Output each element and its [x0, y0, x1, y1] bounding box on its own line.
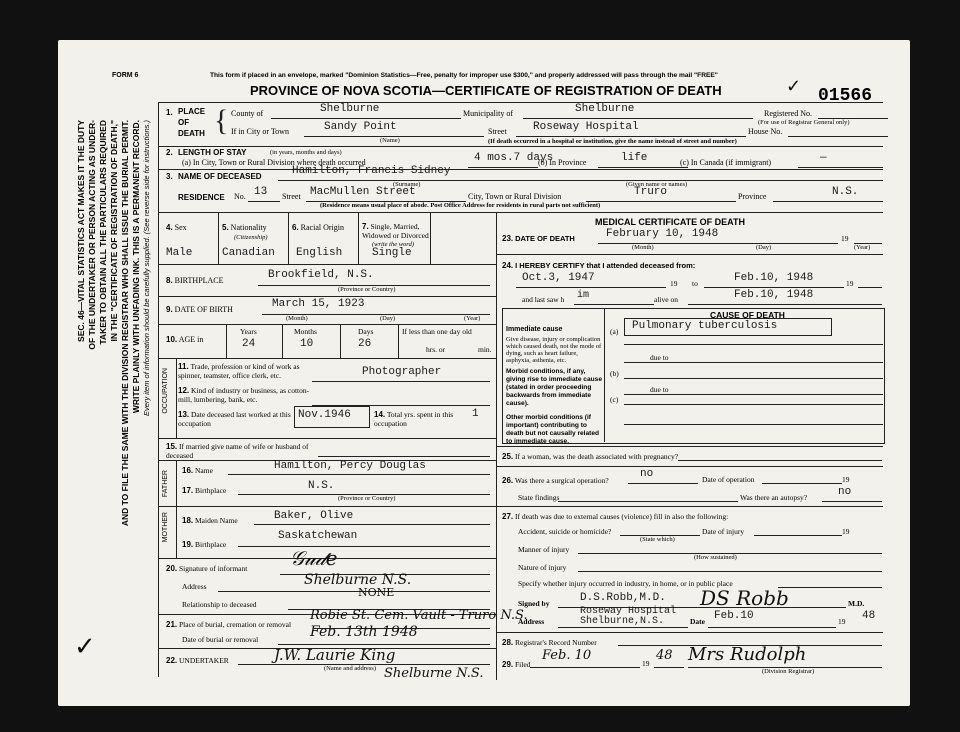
marital-status-value: Single [372, 247, 412, 259]
record-number-label: Registrar's Record Number [515, 638, 597, 647]
marital-status-sub: (write the word) [372, 241, 415, 248]
undertaker-address: Shelburne N.S. [384, 666, 484, 681]
birthplace-note: (Province or Country) [338, 286, 396, 293]
father-birthplace-label: Birthplace [195, 486, 227, 495]
city-value: Sandy Point [324, 121, 397, 133]
house-label: House No. [748, 127, 783, 136]
other-conditions-label: Other morbid conditions (if important) contributing to death but not causally related to immediate cause. [506, 414, 600, 445]
side-notice-line-1: SEC. 46—VITAL STATISTICS ACT MAKES IT THE DUTY [76, 120, 86, 342]
municipality-value: Shelburne [575, 103, 635, 115]
operation-date-label: Date of operation [702, 475, 755, 484]
filed-value: Feb. 10 [542, 648, 592, 663]
age-label: AGE in [178, 335, 204, 344]
father-name-value: Hamilton, Percy Douglas [274, 460, 426, 472]
operation-nineteen: 19 [842, 475, 850, 484]
trade-label: Trade, profession or kind of work as spinner, teamster, office clerk, etc. [178, 362, 300, 380]
physician-date-label: Date [690, 617, 705, 626]
hospital-note: (If death occurred in a hospital or institution, give the name instead of street and number) [488, 138, 737, 145]
attended-to-value: Feb.10, 1948 [734, 272, 814, 284]
physician-date-value: Feb.10 [714, 610, 754, 622]
autopsy-label: Was there an autopsy? [740, 493, 808, 502]
age-years-value: 24 [242, 338, 256, 350]
nationality-label: Nationality [230, 223, 267, 232]
manner-label: Manner of injury [518, 545, 570, 554]
deceased-name-label: NAME OF DECEASED [178, 172, 262, 181]
residence-note: (Residence means usual place of abode. Post Office Address for residents in rural parts not sufficient) [320, 202, 601, 209]
father-side-label: FATHER [162, 470, 169, 498]
dob-year: (Year) [464, 315, 481, 322]
dob-day: (Day) [380, 315, 396, 322]
filed-nineteen: 19 [642, 659, 650, 668]
autopsy-value: no [838, 486, 852, 498]
spouse-label: If married give name of wife or husband of deceased [166, 442, 309, 460]
undertaker-label: UNDERTAKER [179, 656, 229, 665]
marital-status-label: Single, Married, Widowed or Divorced [362, 222, 429, 240]
informant-address-value: Shelburne N.S. [304, 572, 412, 588]
informant-relationship-value: NONE [358, 586, 395, 599]
date-of-death-value: February 10, 1948 [606, 228, 719, 240]
residence-label: RESIDENCE [178, 193, 225, 202]
occupation-side-label: OCCUPATION [162, 368, 169, 414]
last-saw-label: and last saw h [522, 295, 565, 304]
envelope-note: This form if placed in an envelope, marked "Dominion Statistics—Free, penalty for improper use $300," and properly addressed will pass through the mail "FREE" [210, 72, 718, 79]
signed-by-label: Signed by [518, 599, 550, 608]
father-birthplace-value: N.S. [308, 480, 335, 492]
attended-to-label: to [692, 279, 698, 288]
date-of-death-label: DATE OF DEATH [515, 234, 575, 243]
side-notice-line-5: AND TO FILE THE SAME WITH THE DIVISION REGISTRAR WHO SHALL ISSUE THE BURIAL PERMIT. [120, 120, 130, 527]
informant-signature-label: Signature of informant [179, 564, 248, 573]
death-certificate-page: SEC. 46—VITAL STATISTICS ACT MAKES IT THE DUTY OF THE UNDERTAKER OR PERSON ACTING AS UNDER- TAKER TO OBTAIN ALL THE PARTICULARS REQUIRED IN THE "CERTIFICATE OF REGISTRATION OF DEATH," AND TO FILE THE SAME WITH THE DIVISION REGISTRAR WHO SHALL ISSUE THE BURIAL PERMIT. WRITE PLAINLY WITH UNFADING INK. THIS IS A PERMANENT RECORD. Every item of information should be carefully supplied. (See reverse side for instructions.) ✓ FORM 6 This form if placed in an envelope, marked "Dominion Statistics—Free, penalty for improper use $300," and properly addressed will pass through the mail "FREE" PROVINCE OF NOVA SCOTIA—CERTIFICATE OF REGISTRATION OF DEATH ✓ 01566 1. PLACE OF DEATH { County of Shelburne Municipality of Shelburne Registered No. (For use of Registrar General only) If in City or Town Sandy Point (Name) Street Roseway Hospital House No. (If death occurred in a hospital or institution, give the name instead of street and number) 2. LENGTH OF STAY (in years, months and days) (a) In City, Town or Rural Division where death occurred 4 mos.7 days (b) In Province life (c) In Canada (if immigrant) — 3. NAME OF DECEASED Hamilton, Francis Sidney (Surname) (Given name or names) RESIDENCE No. 13 Street MacMullen Street City, Town or Rural Division Truro Province N.S. (Residence means usual place of abode. Post Office Address for residents in rural parts not sufficient) 4. Sex Male 5. Nationality (Citizenship) Canadian 6. Racial Origin English 7. Single, Married, Widowed or Divorced (write the word) Single 8. BIRTHPLACE Brookfield, N.S. (Province or Country) 9. DATE OF BIRTH March 15, 1923 (Month) (Day) (Year) 10. AGE in Years 24 Months 10 Days 26 If less than one day old hrs. or min. OCCUPATION 11. Trade, profession or kind of work as spinner, teamster, office clerk, etc. Photographer 12. Kind of industry or business, as cotton-mill, lumbering, bank, etc. 13. Date deceased last worked at this occupation Nov.1946 14. Total yrs. spent in this occupation 1 15. If married give name of wife or husband of deceased FATHER 16. Name Hamilton, Percy Douglas 17. Birthplace N.S. (Province or Country) MOTHER 18. Maiden Name Baker, Olive 19. Birthplace Saskatchewan 20. Signature of informant 𝒢𝓊𝒹𝑒 Address Shelburne N.S. NONE Relationship to deceased 21. Place of burial, cremation or removal Robie St. Cem. Vault - Truro N.S. Date of burial or removal Feb. 13th 1948 22. UNDERTAKER J.W. Laurie King (Name and address) Shelburne N.S. MEDICAL CERTIFICATE OF DEATH 23. DATE OF DEATH February 10, 1948 19 (Month) (Day) (Year) 24. I HEREBY CERTIFY that I attended deceased from: Oct.3, 1947 19 to Feb.10, 1948 19 and last saw h im alive on Feb.10, 1948 CAUSE OF DEATH Immediate cause Give disease, injury or complication which caused death, not the mode of dying, such as heart failure, asphyxia, asthenia, etc. (a) Pulmonary tuberculosis due to Morbid conditions, if any, giving rise to immediate cause (stated in order proceeding backwards from immediate cause). (b) due to (c) Other morbid conditions (if important) contributing to death but not causally related to immediate cause. 25. If a woman, was the death associated with pregnancy? 26. Was there a surgical operation? no Date of operation 19 State findings Was there an autopsy? no 27. If death was due to external causes (violence) fill in also the following: Accident, suicide or homicide? (State which) Date of injury 19 Manner of injury (How sustained) Nature of injury Specify whether injury occurred in industry, in home, or in public place Signed by D.S.Robb,M.D. DS Robb M.D. Address Roseway Hospital Shelburne,N.S. Date Feb.10 19 48 28. Registrar's Record Number 29. Filed Feb. 10 19 48 Mrs Rudolph (Division Registrar) [58, 40, 910, 706]
registered-label: Registered No. [764, 109, 812, 118]
cause-b-label: (b) [610, 369, 619, 378]
total-years-value: 1 [472, 408, 479, 420]
father-name-label: Name [195, 466, 213, 475]
last-saw-value: im [577, 290, 590, 301]
burial-place-label: Place of burial, cremation or removal [179, 620, 292, 629]
dod-month: (Month) [632, 244, 654, 251]
how-sustained-note: (How sustained) [694, 554, 737, 561]
county-value: Shelburne [320, 103, 380, 115]
undertaker-name: J.W. Laurie King [274, 646, 396, 664]
racial-origin-value: English [296, 247, 343, 259]
cause-c-label: (c) [610, 395, 619, 404]
residence-street-label: Street [282, 192, 301, 201]
side-notice-line-7: Every item of information should be carefully supplied. (See reverse side for instructions.) [142, 120, 151, 416]
attended-nineteen-2: 19 [846, 279, 854, 288]
mother-side-label: MOTHER [162, 512, 169, 543]
residence-province-label: Province [738, 192, 767, 201]
due-to-label-1: due to [650, 353, 669, 362]
pregnancy-label: If a woman, was the death associated with pregnancy? [515, 452, 679, 461]
nature-label: Nature of injury [518, 563, 567, 572]
total-years-label: Total yrs. spent in this occupation [374, 410, 454, 428]
city-label: If in City or Town [231, 127, 289, 136]
mother-birthplace-label: Birthplace [195, 540, 227, 549]
residence-city-value: Truro [634, 186, 668, 198]
place-of-death-label: PLACE OF DEATH [178, 107, 206, 138]
physician-address-line-2: Shelburne,N.S. [580, 616, 665, 627]
dob-month: (Month) [286, 315, 308, 322]
cause-of-death-title: CAUSE OF DEATH [710, 310, 785, 320]
operation-value: no [640, 468, 654, 480]
immediate-cause-label: Immediate cause [506, 326, 563, 333]
external-causes-label: If death was due to external causes (violence) fill in also the following: [515, 512, 729, 521]
stay-city-value: 4 mos.7 days [474, 152, 554, 164]
filed-year-value: 48 [656, 648, 673, 663]
residence-no-value: 13 [254, 186, 268, 198]
mother-birthplace-value: Saskatchewan [278, 530, 358, 542]
age-days-value: 26 [358, 338, 372, 350]
physician-date-year: 48 [862, 610, 876, 622]
dod-year: (Year) [854, 244, 871, 251]
surname-note: (Surname) [393, 181, 421, 188]
due-to-label-2: due to [650, 385, 669, 394]
age-years-label: Years [240, 327, 257, 336]
registrar-note: (Division Registrar) [762, 668, 815, 675]
residence-province-value: N.S. [832, 186, 859, 198]
informant-signature: 𝒢𝓊𝒹𝑒 [290, 546, 338, 570]
immediate-cause-note: Give disease, injury or complication which caused death, not the mode of dying, such as heart failure, asphyxia, asthenia, etc. [506, 336, 602, 365]
stay-province-value: life [621, 152, 648, 164]
physician-signature: DS Robb [700, 586, 789, 610]
age-less-label: If less than one day old [402, 327, 472, 336]
length-of-stay-note: (in years, months and days) [270, 149, 342, 156]
residence-street-value: MacMullen Street [310, 186, 416, 198]
nationality-value: Canadian [222, 247, 275, 259]
birthplace-label: BIRTHPLACE [174, 276, 224, 285]
dod-nineteen: 19 [841, 234, 849, 243]
dod-day: (Day) [756, 244, 772, 251]
given-name-note: (Given name or names) [626, 181, 688, 188]
county-label: County of [231, 109, 264, 118]
residence-city-label: City, Town or Rural Division [468, 192, 562, 201]
burial-place-value: Robie St. Cem. Vault - Truro N.S. [310, 608, 528, 623]
form-number: FORM 6 [112, 72, 139, 79]
injury-nineteen: 19 [842, 527, 850, 536]
date-of-birth-label: DATE OF BIRTH [174, 305, 233, 314]
stay-canada-label: (c) In Canada (if immigrant) [680, 158, 772, 167]
attended-nineteen-1: 19 [670, 279, 678, 288]
physician-address-line-1: Roseway Hospital [580, 606, 677, 617]
last-worked-label: Date deceased last worked at this occupation [178, 410, 291, 428]
age-months-value: 10 [300, 338, 314, 350]
medical-certificate-title: MEDICAL CERTIFICATE OF DEATH [595, 217, 745, 227]
side-notice-line-2: OF THE UNDERTAKER OR PERSON ACTING AS UNDER- [87, 120, 97, 350]
stay-city-label: (a) In City, Town or Rural Division where death occurred [182, 158, 366, 167]
sex-value: Male [166, 247, 193, 259]
checkmark-title: ✓ [786, 76, 802, 97]
physician-address-label: Address [518, 617, 545, 626]
undertaker-note: (Name and address) [324, 665, 376, 672]
signed-by-value: D.S.Robb,M.D. [580, 592, 666, 604]
attended-label: I HEREBY CERTIFY that I attended deceased from: [515, 261, 696, 270]
side-notice-line-3: TAKER TO OBTAIN ALL THE PARTICULARS REQUIRED [98, 120, 108, 345]
checkmark-left: ✓ [74, 632, 96, 662]
nationality-sub: (Citizenship) [234, 234, 268, 241]
municipality-label: Municipality of [463, 109, 513, 118]
mother-name-value: Baker, Olive [274, 510, 354, 522]
registered-note: (For use of Registrar General only) [758, 119, 850, 126]
findings-label: State findings [518, 493, 560, 502]
residence-no-label: No. [234, 192, 246, 201]
last-worked-value: Nov.1946 [298, 409, 351, 421]
street-value: Roseway Hospital [533, 121, 639, 133]
informant-address-label: Address [182, 582, 207, 591]
state-which-note: (State which) [640, 536, 675, 543]
specify-label: Specify whether injury occurred in industry, in home, or in public place [518, 579, 733, 588]
deceased-name-value: Hamilton, Francis Sidney [292, 165, 451, 177]
birthplace-value: Brookfield, N.S. [268, 269, 374, 281]
physician-date-nineteen: 19 [838, 617, 846, 626]
stay-canada-value: — [820, 152, 827, 164]
alive-on-label: alive on [654, 295, 678, 304]
racial-origin-label: Racial Origin [300, 223, 344, 232]
cause-a-label: (a) [610, 327, 619, 336]
md-label: M.D. [848, 599, 865, 608]
informant-relationship-label: Relationship to deceased [182, 600, 257, 609]
operation-label: Was there a surgical operation? [514, 476, 609, 485]
age-days-label: Days [358, 327, 374, 336]
registrar-signature: Mrs Rudolph [688, 644, 807, 665]
name-note: (Name) [380, 137, 400, 144]
stay-province-label: (b) In Province [538, 158, 587, 167]
accident-label: Accident, suicide or homicide? [518, 527, 612, 536]
filed-label: Filed [515, 660, 531, 669]
attended-from-value: Oct.3, 1947 [522, 272, 595, 284]
date-of-birth-value: March 15, 1923 [272, 298, 365, 310]
side-notice-line-4: IN THE "CERTIFICATE OF REGISTRATION OF DEATH," [109, 120, 119, 342]
length-of-stay-label: LENGTH OF STAY [178, 148, 247, 157]
father-birthplace-note: (Province or Country) [338, 495, 396, 502]
age-hrs: hrs. or [426, 345, 446, 354]
injury-date-label: Date of injury [702, 527, 745, 536]
morbid-conditions-label: Morbid conditions, if any, giving rise to immediate cause (stated in order proceeding backwards from immediate cause). [506, 368, 603, 407]
age-min: min. [478, 345, 492, 354]
sex-label: Sex [174, 223, 187, 232]
age-months-label: Months [294, 327, 317, 336]
street-label: Street [488, 127, 507, 136]
certificate-title: PROVINCE OF NOVA SCOTIA—CERTIFICATE OF REGISTRATION OF DEATH [250, 83, 722, 98]
cause-a-value: Pulmonary tuberculosis [632, 320, 778, 332]
burial-date-value: Feb. 13th 1948 [310, 624, 418, 640]
industry-label: Kind of industry or business, as cotton-mill, lumbering, bank, etc. [178, 386, 310, 404]
alive-on-value: Feb.10, 1948 [734, 289, 814, 301]
burial-date-label: Date of burial or removal [182, 635, 259, 644]
mother-name-label: Maiden Name [195, 516, 238, 525]
trade-value: Photographer [362, 366, 442, 378]
side-notice-line-6: WRITE PLAINLY WITH UNFADING INK. THIS IS A PERMANENT RECORD. [131, 120, 141, 414]
certificate-number: 01566 [818, 86, 873, 106]
